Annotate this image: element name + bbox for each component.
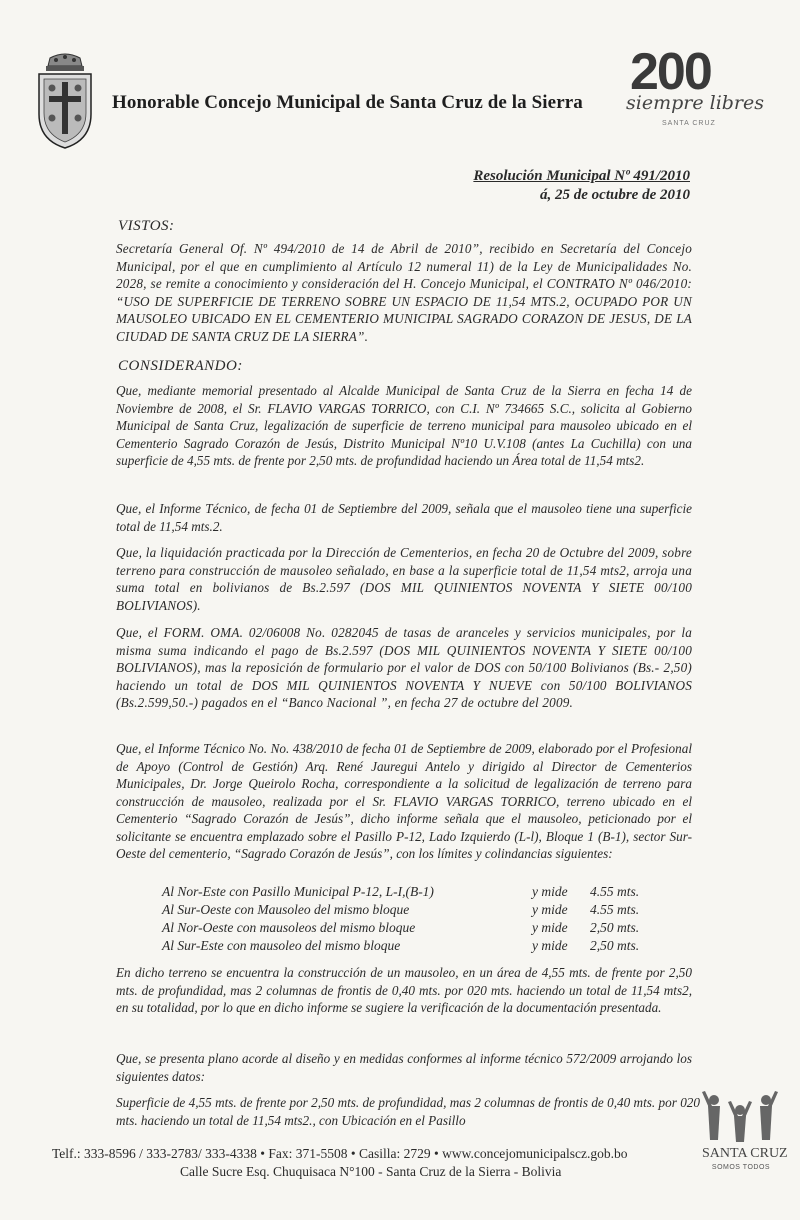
boundaries-list [162,884,662,956]
logo-number: 200 [630,43,711,101]
bicentennial-logo [622,42,765,134]
boundary-row [162,884,662,902]
boundary-row [162,920,662,938]
vistos-paragraph: Secretaría General Of. Nº 494/2010 de 14 de Abril de 2010”, recibido en Secretaría del Concejo Municipal, por el que en cumplimiento al Artículo 12 numeral 11) de la Ley de Municipalidades No. 2028, se remite a conocimiento y consideración del H. Concejo Municipal, el CONTRATO Nº 046/2010: “USO DE SUPERFICIE DE TERRENO SOBRE UN ESPACIO DE 11,54 MTS.2, OCUPADO POR UN MAUSOLEO UBICADO EN EL CEMENTERIO MUNICIPAL SAGRADO CORAZON DE JESUS, DE LA CIUDAD DE SANTA CRUZ DE LA SIERRA”. [116,241,692,344]
boundary-value: 4.55 mts. [590,902,640,917]
organization-name: Honorable Concejo Municipal de Santa Cruz de la Sierra [112,92,583,113]
footer-contact: Telf.: 333-8596 / 333-2783/ 333-4338 • Fax: 371-5508 • Casilla: 2729 • www.concejomunicipalscz.gob.bo [52,1146,628,1161]
boundary-value: 4.55 mts. [590,884,640,899]
considerando-paragraph-3: Que, la liquidación practicada por la Dirección de Cementerios, en fecha 20 de Octubre del 2009, sobre terreno para construcción de mausoleo señalado, en base a la superficie total de 11,54 mts2, arroja una suma total en bolivianos de Bs.2.597 (DOS MIL QUINIENTOS NOVENTA Y SIETE 00/100 BOLIVIANOS). [116,545,692,613]
coat-of-arms-icon [36,52,94,150]
boundary-label: y mide [532,920,568,935]
boundary-label: y mide [532,902,568,917]
boundary-row [162,938,662,956]
footer-address: Calle Sucre Esq. Chuquisaca N°100 - Santa Cruz de la Sierra - Bolivia [180,1164,562,1179]
resolution-title: Resolución Municipal Nº 491/2010 [473,168,690,184]
logo-tagline: siempre libres [626,92,765,114]
considerando-paragraph-1: Que, mediante memorial presentado al Alcalde Municipal de Santa Cruz de la Sierra en fecha 14 de Noviembre de 2008, el Sr. FLAVIO VARGAS TORRICO, con C.I. Nº 734665 S.C., solicita al Gobierno Municipal de Santa Cruz, legalización de superficie de terreno municipal para mausoleo ubicado en el Cementerio Sagrado Corazón de Jesús, Distrito Municipal Nº10 U.V.108 (antes La Cuchilla) con una superficie de 4,55 mts. de frente por 2,50 mts. de profundidad haciendo un Área total de 11,54 mts2. [116,383,692,468]
people-figures-icon [700,1088,780,1146]
boundary-row [162,902,662,920]
logo-subtitle: SOMOS TODOS [711,1164,771,1171]
section-considerando: CONSIDERANDO: [118,358,243,374]
boundary-desc: Al Nor-Este con Pasillo Municipal P-12, L-I,(B-1) [162,884,434,899]
considerando-paragraph-8: Superficie de 4,55 mts. de frente por 2,50 mts. de profundidad, mas 2 columnas de frontis de 0,40 mts. por 020 mts. haciendo un total de 11,54 mts2., con Ubicación en el Pasillo [116,1095,700,1128]
logo-title: SANTA CRUZ [702,1146,788,1161]
boundary-value: 2,50 mts. [590,938,640,953]
considerando-paragraph-6: En dicho terreno se encuentra la construcción de un mausoleo, en un área de 4,55 mts. de frente por 2,50 mts. de profundidad, mas 2 columnas de frontis de 0,40 mts. por 020 mts. haciendo un total de 11,54 mts2, en su totalidad, por lo que en dicho informe se sugiere la verificación de la documentación presentada. [116,965,692,1015]
resolution-date: á, 25 de octubre de 2010 [540,187,690,203]
section-vistos: VISTOS: [118,218,175,234]
boundary-value: 2,50 mts. [590,920,640,935]
boundary-label: y mide [532,938,568,953]
boundary-desc: Al Nor-Oeste con mausoleos del mismo bloque [162,920,416,935]
considerando-paragraph-5: Que, el Informe Técnico No. No. 438/2010 de fecha 01 de Septiembre de 2009, elaborado por el Profesional de Apoyo (Control de Gestión) Arq. René Jauregui Antelo y dirigido al Director de Cementerios Municipales, Dr. Jorge Queirolo Rocha, correspondiente a la solicitud de legalización de terreno para construcción de mausoleo, realizada por el Sr. FLAVIO VARGAS TORRICO, terreno ubicado en el Cementerio “Sagrado Corazón de Jesús”, dicho informe señala que el mausoleo, peticionado por el solicitante se encuentra emplazado sobre el Pasillo P-12, Lado Izquierdo (L-l), Bloque 1 (B-1), sector Sur-Oeste del cementerio, “Sagrado Corazón de Jesús”, con los límites y colindancias siguientes: [116,741,692,861]
considerando-paragraph-7: Que, se presenta plano acorde al diseño y en medidas conformes al informe técnico 572/2009 arrojando los siguientes datos: [116,1051,692,1084]
considerando-paragraph-2: Que, el Informe Técnico, de fecha 01 de Septiembre del 2009, señala que el mausoleo tiene una superficie total de 11,54 mts.2. [116,501,692,534]
considerando-paragraph-4: Que, el FORM. OMA. 02/06008 No. 0282045 de tasas de aranceles y servicios municipales, por la misma suma indicando el pago de Bs.2.597 (DOS MIL QUINIENTOS NOVENTA Y SIETE 00/100 BOLIVIANOS), mas la reposición de formulario por el valor de DOS con 50/100 Bolivianos (Bs.- 2,50) haciendo un total de DOS MIL QUINIENTOS NOVENTA Y NUEVE con 50/100 BOLIVIANOS (Bs.2.599,50.-) pagados en el “Banco Nacional ”, en fecha 27 de octubre del 2009. [116,625,692,710]
boundary-desc: Al Sur-Este con mausoleo del mismo bloque [162,938,401,953]
santa-cruz-logo [700,1088,788,1182]
boundary-desc: Al Sur-Oeste con Mausoleo del mismo bloque [162,902,410,917]
logo-city: SANTA CRUZ [662,120,716,127]
boundary-label: y mide [532,884,568,899]
